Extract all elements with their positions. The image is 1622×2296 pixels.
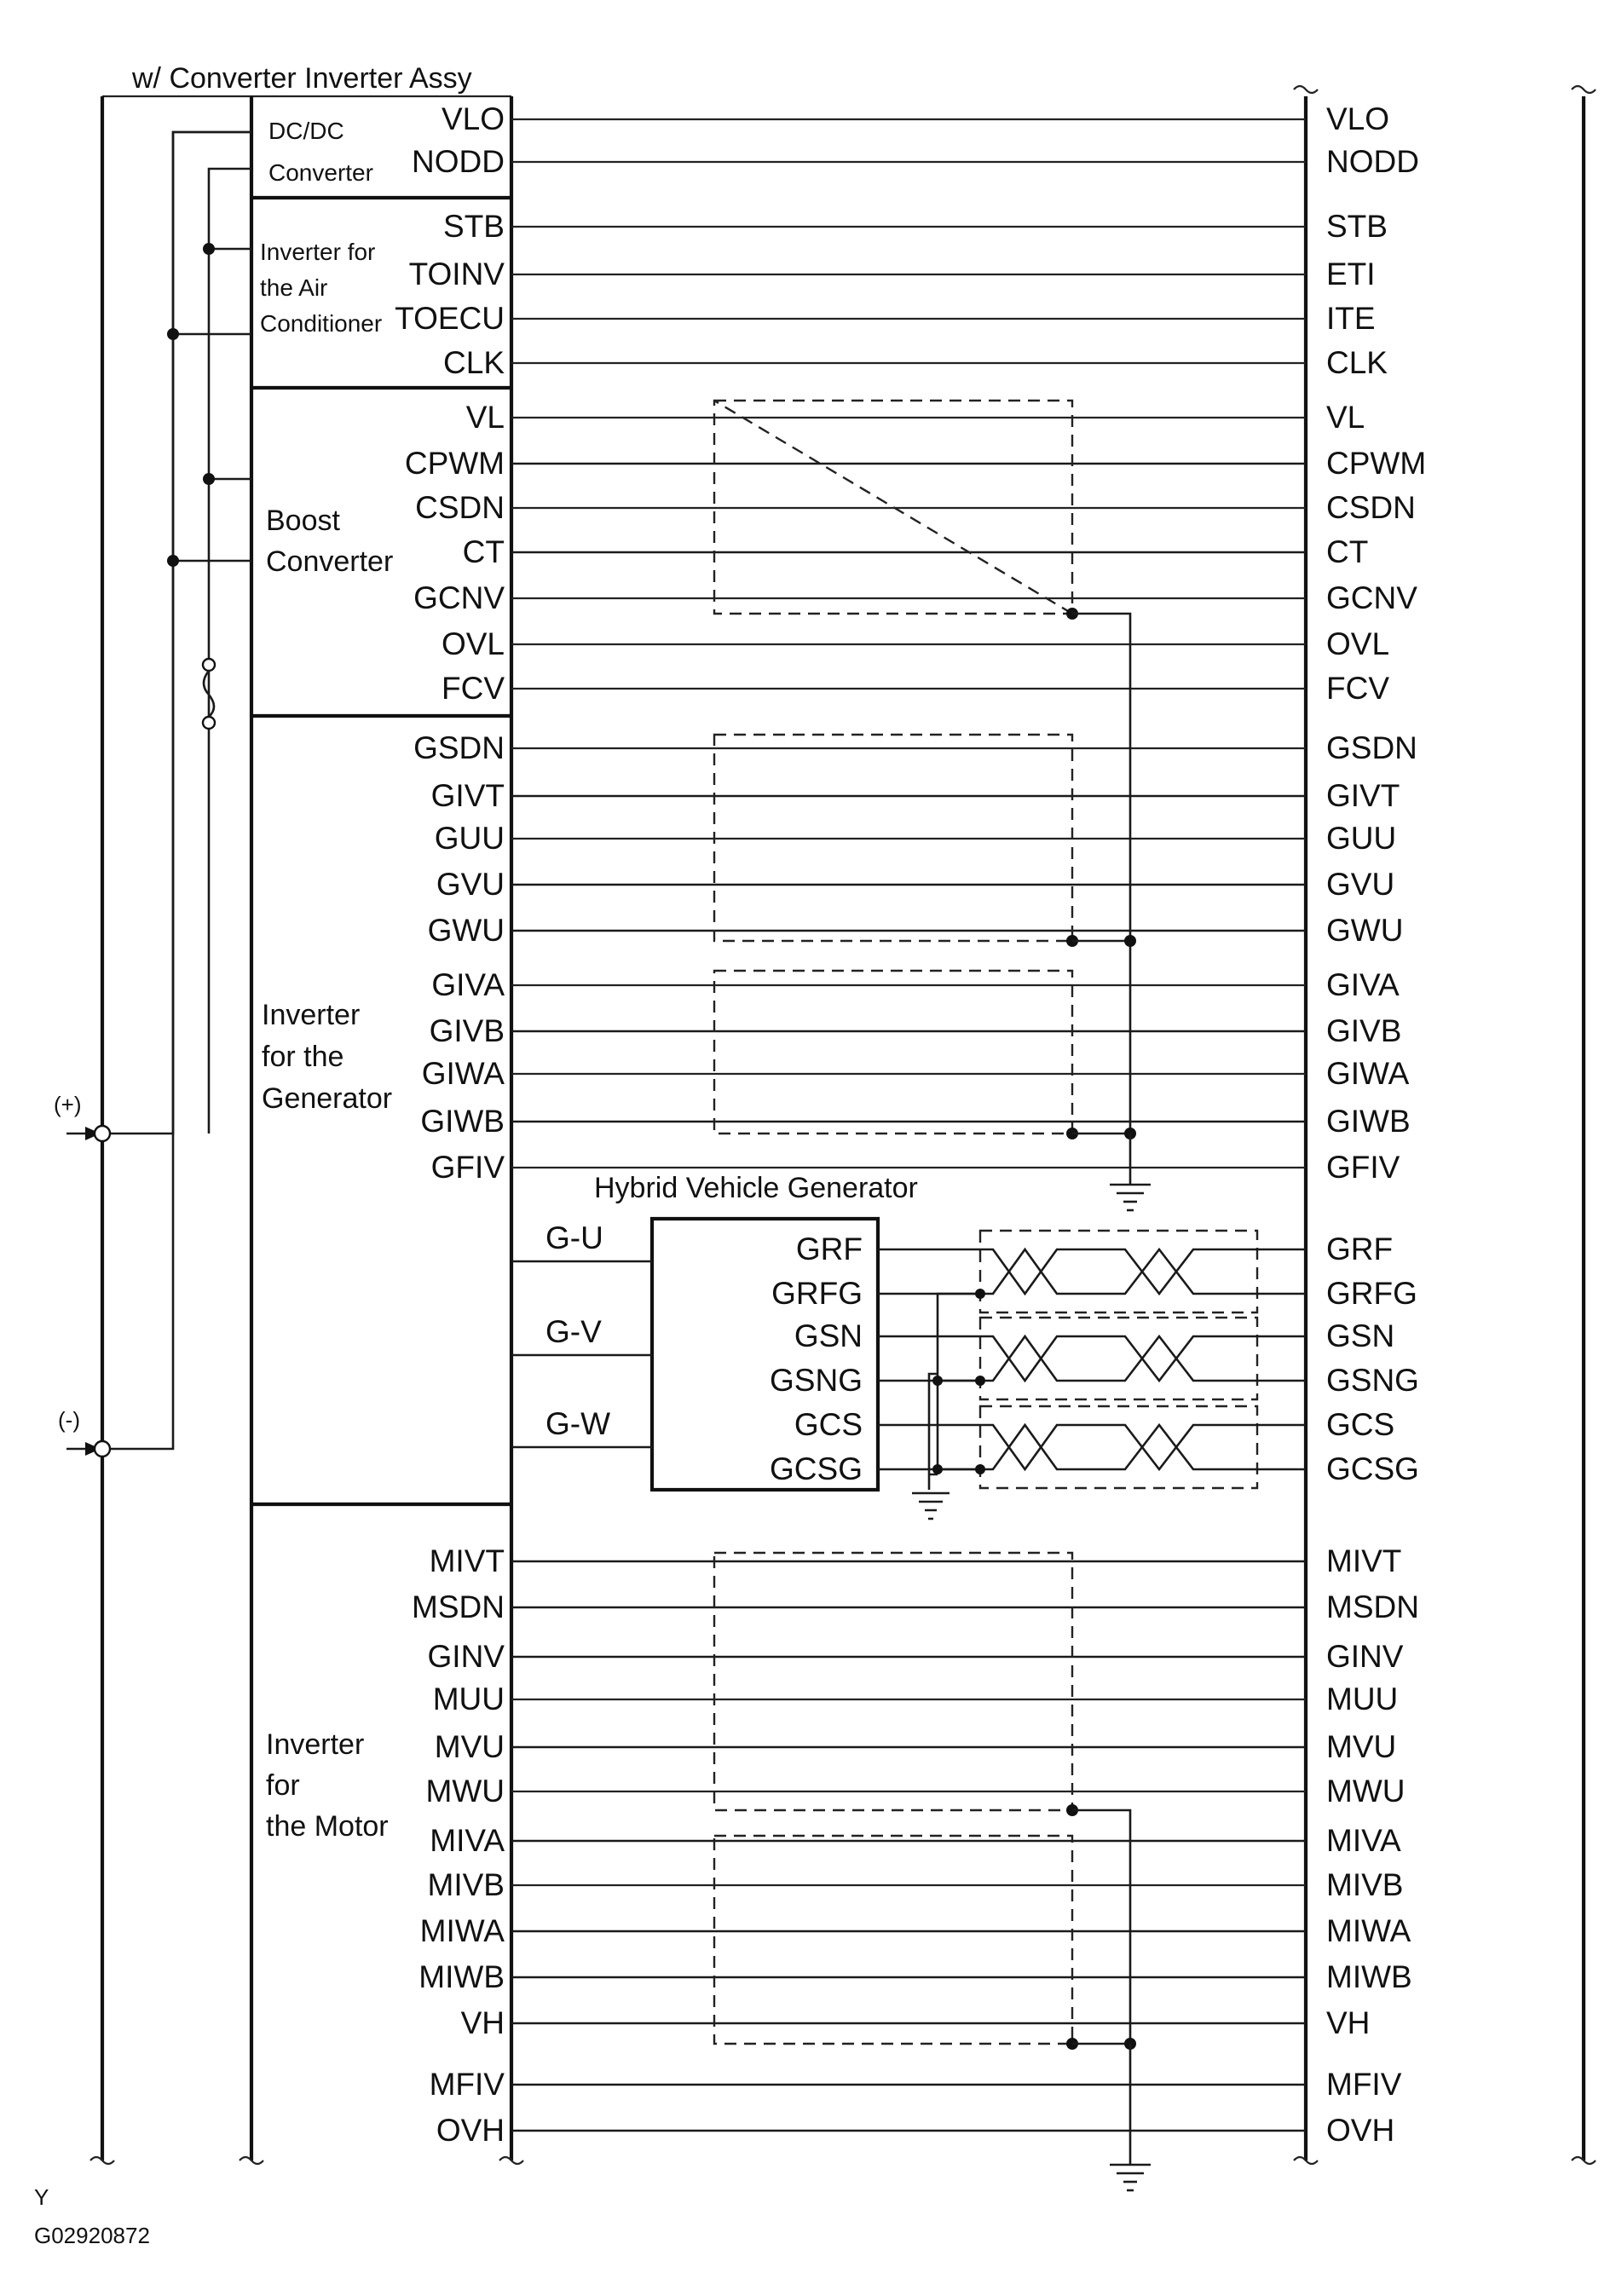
twisted-wire <box>878 1425 1306 1469</box>
terminal-label-right: STB <box>1326 209 1388 244</box>
terminal-label-right: VL <box>1326 400 1365 435</box>
generator-pin-label: GSN <box>794 1318 863 1353</box>
section-motor-inverter-label <box>266 1728 389 1843</box>
svg-text:Converter: Converter <box>268 159 373 186</box>
terminal-label-right: GCSG <box>1326 1451 1419 1486</box>
terminal-label-left: GVU <box>436 867 505 902</box>
section-dcdc-label <box>268 118 373 186</box>
junction-dot <box>975 1289 985 1299</box>
terminal-label-right: GUU <box>1326 821 1397 856</box>
terminal-label-left: MIWA <box>419 1913 505 1948</box>
terminal-label-left: GFIV <box>430 1150 505 1185</box>
generator-pin-label: GCS <box>794 1407 863 1442</box>
terminal-label-right: FCV <box>1326 671 1389 706</box>
shield-gen-2 <box>714 971 1136 1185</box>
terminal-label-left: GUU <box>434 821 505 856</box>
terminal-label-left: VLO <box>441 101 505 136</box>
terminal-label-right: MIWA <box>1326 1913 1411 1948</box>
phase-label: G-V <box>545 1314 602 1349</box>
terminal-label-left: GIVB <box>429 1013 505 1048</box>
svg-text:Inverter: Inverter <box>262 999 361 1031</box>
twisted-wire <box>878 1249 1306 1294</box>
terminal-label-right: NODD <box>1326 144 1419 179</box>
terminal-label-right: GCS <box>1326 1407 1395 1442</box>
svg-text:the Motor: the Motor <box>266 1810 389 1843</box>
svg-text:Boost: Boost <box>266 505 340 537</box>
terminal-label-left: CT <box>462 534 505 569</box>
shield-motor-1 <box>714 1553 1130 2044</box>
terminal-label-left: GIVA <box>431 967 505 1002</box>
svg-text:DC/DC: DC/DC <box>268 118 344 144</box>
terminal-label-right: CLK <box>1326 345 1388 380</box>
terminal-label-right: MIVB <box>1326 1867 1404 1902</box>
terminal-label-left: OVL <box>441 626 505 661</box>
terminal-label-left: MFIV <box>429 2067 505 2102</box>
terminal-label-left: MIVB <box>427 1867 505 1902</box>
terminal-label-left: GIWA <box>421 1056 505 1091</box>
terminal-label-right: VLO <box>1326 101 1390 136</box>
junction-dot <box>975 1376 985 1386</box>
ground-icon <box>1110 2165 1151 2190</box>
twisted-pair-shield <box>980 1318 1257 1399</box>
terminal-label-right: CSDN <box>1326 490 1416 525</box>
junction-dot <box>932 1464 943 1474</box>
svg-text:Conditioner: Conditioner <box>260 310 383 337</box>
terminal-label-right: MVU <box>1326 1729 1397 1764</box>
svg-text:the Air: the Air <box>260 274 328 301</box>
section-air-inverter-label <box>260 239 382 337</box>
terminal-label-right: MSDN <box>1326 1589 1419 1624</box>
ground-icon <box>1110 1185 1151 1210</box>
terminal-label-left: CPWM <box>404 446 505 481</box>
terminal-label-right: GIVB <box>1326 1013 1402 1048</box>
svg-text:Inverter: Inverter <box>266 1728 365 1761</box>
terminal-label-right: MWU <box>1326 1774 1406 1809</box>
terminal-label-right: GSNG <box>1326 1363 1419 1398</box>
terminal-label-left: MUU <box>432 1682 505 1716</box>
terminal-label-right: GIVT <box>1326 778 1400 813</box>
terminal-label-right: MUU <box>1326 1682 1399 1716</box>
figure-code: G02920872 <box>34 2223 150 2248</box>
terminal-label-right: OVL <box>1326 626 1390 661</box>
terminal-label-left: CSDN <box>415 490 505 525</box>
terminal-label-left: FCV <box>442 671 505 706</box>
terminal-label-left: VH <box>460 2005 505 2040</box>
terminal-label-right: GSDN <box>1326 730 1417 765</box>
terminal-label-right: CT <box>1326 534 1369 569</box>
generator-pins <box>770 1231 1419 1519</box>
terminal-label-left: TOINV <box>408 257 505 291</box>
twisted-wire <box>878 1425 1306 1469</box>
terminal-label-left: VL <box>465 400 505 435</box>
terminal-label-right: GINV <box>1326 1639 1404 1674</box>
terminal-label-right: GSN <box>1326 1318 1395 1353</box>
terminal-label-left: MVU <box>434 1729 505 1764</box>
svg-text:(-): (-) <box>58 1407 80 1433</box>
svg-text:Inverter for: Inverter for <box>260 239 376 265</box>
terminal-label-left: NODD <box>412 144 505 179</box>
terminal-label-right: GFIV <box>1326 1150 1400 1185</box>
terminal-label-left: GSDN <box>413 730 505 765</box>
terminal-label-left: GCNV <box>413 580 505 615</box>
terminal-label-right: OVH <box>1326 2113 1395 2148</box>
terminal-label-left: STB <box>443 209 505 244</box>
terminal-wires <box>395 101 1426 2148</box>
generator-pin-label: GRF <box>795 1232 863 1266</box>
terminal-label-right: ETI <box>1326 257 1376 291</box>
terminal-label-right: MIWB <box>1326 1959 1412 1994</box>
terminal-label-left: GINV <box>427 1639 505 1674</box>
terminal-label-right: GCNV <box>1326 580 1417 615</box>
internal-wiring <box>102 132 251 1449</box>
phase-label: G-W <box>545 1406 611 1441</box>
terminal-label-right: VH <box>1326 2005 1371 2040</box>
svg-text:for the: for the <box>262 1041 344 1073</box>
terminal-label-right: GVU <box>1326 867 1395 902</box>
terminal-label-right: GIWA <box>1326 1056 1410 1091</box>
twisted-wire <box>878 1249 1306 1294</box>
junction-dot <box>975 1464 985 1474</box>
svg-text:Converter: Converter <box>266 545 394 578</box>
shield-boost <box>714 401 1130 1134</box>
twisted-wire <box>878 1336 1306 1381</box>
shield-drain-wire <box>938 1294 980 1474</box>
terminal-label-left: MIVT <box>429 1543 505 1578</box>
terminal-label-left: MIVA <box>430 1823 505 1858</box>
terminal-label-left: GIWB <box>420 1104 505 1139</box>
terminal-label-left: TOECU <box>395 301 505 336</box>
svg-text:Generator: Generator <box>262 1082 393 1115</box>
twisted-wire <box>878 1336 1306 1381</box>
terminal-label-left: OVH <box>436 2113 505 2148</box>
terminal-label-right: CPWM <box>1326 446 1427 481</box>
generator-pin-label: GRFG <box>771 1276 863 1311</box>
phase-label: G-U <box>545 1220 603 1255</box>
twisted-pair-shield <box>980 1406 1257 1488</box>
footer-left-label: Y <box>34 2184 49 2210</box>
svg-text:(+): (+) <box>54 1092 82 1117</box>
generator-pin-label: GSNG <box>770 1363 863 1398</box>
terminal-label-left: GIVT <box>430 778 505 813</box>
terminal-label-left: MWU <box>425 1774 505 1809</box>
terminal-label-left: MSDN <box>412 1589 505 1624</box>
terminal-label-right: MIVT <box>1326 1543 1402 1578</box>
terminal-label-right: MIVA <box>1326 1823 1401 1858</box>
section-generator-inverter-label <box>262 999 392 1115</box>
generator-title: Hybrid Vehicle Generator <box>594 1172 918 1204</box>
ground-icon <box>912 1493 950 1519</box>
terminal-label-right: GIWB <box>1326 1104 1411 1139</box>
terminal-label-right: GRF <box>1326 1232 1394 1266</box>
terminal-label-right: MFIV <box>1326 2067 1402 2102</box>
terminal-label-right: GIVA <box>1326 967 1400 1002</box>
svg-text:for: for <box>266 1769 300 1802</box>
terminal-label-left: GWU <box>427 913 505 948</box>
terminal-label-right: GRFG <box>1326 1276 1417 1311</box>
terminal-label-right: GWU <box>1326 913 1404 948</box>
terminal-label-left: CLK <box>443 345 505 380</box>
diagram-title: w/ Converter Inverter Assy <box>132 62 472 95</box>
junction-dot <box>932 1376 943 1386</box>
terminal-label-left: MIWB <box>418 1959 505 1994</box>
twisted-pair-shield <box>980 1231 1257 1312</box>
shield-gen-1 <box>714 735 1136 947</box>
section-boost-label <box>266 505 393 578</box>
terminal-label-right: ITE <box>1326 301 1376 336</box>
generator-pin-label: GCSG <box>770 1451 863 1486</box>
